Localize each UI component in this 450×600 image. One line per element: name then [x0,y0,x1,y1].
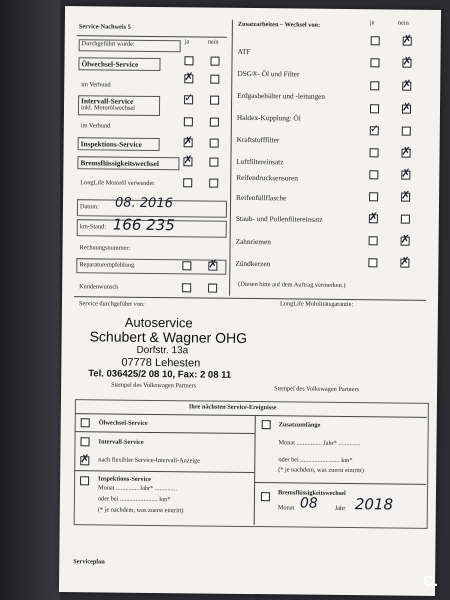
intervall-verbund-ja-checkbox[interactable] [184,117,193,126]
datum-value: 08. 2016 [114,195,173,212]
row-intervall: Intervall-Service [81,96,134,106]
atf-ja-checkbox[interactable] [371,36,380,45]
atf-nein-checkbox[interactable] [403,37,412,46]
row-oel-verbund: im Verbund [81,81,111,89]
km-value: 166 235 [112,215,175,235]
oel-nein-checkbox[interactable] [210,57,219,66]
right-note: (Diesen bitte auf dem Auftrag vermerken.) [238,280,346,289]
reifendruck-ja-checkbox[interactable] [369,170,378,179]
left-header-ja: ja [184,38,190,46]
left-header-label: Durchgeführt wurde: [81,40,135,48]
staubfilter-nein-checkbox[interactable] [401,215,410,224]
reifendruck-nein-checkbox[interactable] [401,171,410,180]
next-zusatz-km: oder bei ......................... km* [278,456,353,465]
stempel-left: Stempel des Volkswagen Partners [111,381,197,390]
kraftstofffilter-ja-checkbox[interactable] [370,126,379,135]
haldex-ja-checkbox[interactable] [370,104,379,113]
next-intervall-label: Intervall-Service [98,438,144,446]
next-brems-monat-value: 08 [299,495,318,512]
next-intervall-checkbox[interactable] [80,437,89,446]
inspektion-nein-checkbox[interactable] [210,139,219,148]
right-header-label: Zusatzarbeiten – Wechsel von: [237,20,321,29]
zahnriemen-ja-checkbox[interactable] [369,236,378,245]
next-flexibel-label: nach flexibler Service-Intervall-Anzeige [98,456,201,465]
reparatur-nein-checkbox[interactable] [208,262,217,271]
kundenwunsch-nein-checkbox[interactable] [208,284,217,293]
next-oel-checkbox[interactable] [81,418,90,427]
row-dsg: DSG®- Öl und Filter [237,68,300,79]
row-intervall-sub: inkl. Motorölwechsel [80,104,135,112]
next-zusatz-je: (* je nachdem, was zuerst eintritt) [278,466,364,475]
datum-label: Datum: [79,203,99,211]
zuendkerzen-nein-checkbox[interactable] [400,259,409,268]
kundenwunsch-ja-checkbox[interactable] [182,283,191,292]
divider [77,35,227,38]
dsg-ja-checkbox[interactable] [370,58,379,67]
stamp-line2: Schubert & Wagner OHG [89,328,248,346]
intervall-nein-checkbox[interactable] [210,96,219,105]
next-inspektion-checkbox[interactable] [80,476,89,485]
row-inspektion: Inspektions-Service [80,139,142,149]
service-by-label: Service durchgeführt von: [78,300,145,308]
next-flexibel-checkbox[interactable] [80,456,89,465]
intervall-ja-checkbox[interactable] [184,95,193,104]
erdgas-nein-checkbox[interactable] [402,82,411,91]
next-inspektion-label: Inspektions-Service [98,475,151,483]
row-kraftstofffilter: Kraftstofffilter [236,134,280,145]
reparatur-ja-checkbox[interactable] [182,261,191,270]
watermark: C. [423,573,438,590]
next-oel-label: Ölwechsel-Service [98,419,148,427]
longlife-label: LongLife Mobilitätsgarantie: [279,300,354,309]
page-title: Service-Nachweis 5 [78,23,131,31]
km-label: km-Stand: [79,223,107,231]
reifenfuell-nein-checkbox[interactable] [401,193,410,202]
row-haldex: Haldex-Kupplung: Öl [236,112,301,123]
column-divider [229,20,233,296]
oel-verbund-nein-checkbox[interactable] [210,75,219,84]
luftfilter-ja-checkbox[interactable] [370,148,379,157]
service-booklet-page [59,6,441,596]
next-service-title: Ihre nächsten Service-Ereignisse [188,403,277,412]
next-inspektion-km: oder bei ........................ km* [97,495,171,504]
next-brems-label: Bremsflüssigkeitswechsel [277,489,346,498]
row-erdgas: Erdgasbehälter und -leitungen [237,90,326,101]
next-brems-jahr-value: 2018 [354,495,394,514]
dsg-nein-checkbox[interactable] [402,59,411,68]
row-staubfilter: Staub- und Pollenfiltereinsatz [235,213,323,224]
row-zahnriemen: Zahnriemen [235,236,271,247]
zahnriemen-nein-checkbox[interactable] [401,237,410,246]
oel-ja-checkbox[interactable] [184,56,193,65]
longlife-nein-checkbox[interactable] [209,179,218,188]
right-header-ja: ja [369,19,375,27]
next-zusatz-label: Zusatzumfänge [278,421,321,429]
longlife-ja-checkbox[interactable] [183,178,192,187]
kundenwunsch-label: Kundenwunsch [79,283,119,291]
stamp-line1: Autoservice [124,314,193,331]
brems-nein-checkbox[interactable] [209,158,218,167]
reifenfuell-ja-checkbox[interactable] [369,192,378,201]
row-reifendrucksensoren: Reifendrucksensoren [236,172,298,183]
staubfilter-ja-checkbox[interactable] [369,214,378,223]
oel-verbund-ja-checkbox[interactable] [184,74,193,83]
rechnung-label: Rechnungsnummer: [79,244,131,252]
intervall-verbund-nein-checkbox[interactable] [210,118,219,127]
next-brems-jahr-label: Jahr [334,504,346,513]
row-intervall-verbund: im Verbund [80,122,111,130]
row-longlife: LongLife Motoröl verwendet [80,179,155,187]
footer-label: Serviceplan [73,558,105,566]
reparatur-label: Reparaturempfehlung [79,261,135,269]
next-zusatz-checkbox[interactable] [262,420,271,429]
haldex-nein-checkbox[interactable] [402,105,411,114]
next-brems-monat-label: Monat [277,504,295,512]
row-brems: Bremsflüssigkeitswechsel [80,158,159,169]
row-oelwechsel: Ölwechsel-Service [81,59,139,69]
inspektion-ja-checkbox[interactable] [184,138,193,147]
stamp-line3: Dorfstr. 13a [136,344,189,357]
next-brems-checkbox[interactable] [261,492,270,501]
background-shadow [0,0,60,600]
stamp-line4: 07778 Lehesten [121,356,201,370]
kraftstofffilter-nein-checkbox[interactable] [402,127,411,136]
stempel-right: Stempel des Volkswagen Partners [274,385,360,394]
erdgas-ja-checkbox[interactable] [370,81,379,90]
row-atf: ATF [237,46,251,56]
next-inspektion-je: (* je nachdem, was zuerst eintritt) [97,506,184,515]
luftfilter-nein-checkbox[interactable] [402,149,411,158]
next-inspektion-monat: Monat .............. Jahr* .............. [97,484,177,493]
zuendkerzen-ja-checkbox[interactable] [368,258,377,267]
brems-ja-checkbox[interactable] [183,157,192,166]
left-header-nein: nein [207,38,219,46]
right-header-nein: nein [397,19,409,27]
row-luftfilter: Luftfiltereinsatz [236,156,284,167]
row-zuendkerzen: Zündkerzen [235,258,271,269]
row-reifenfuellflasche: Reifenfüllflasche [236,192,287,203]
next-zusatz-monat: Monat ................ Jahr* .............. [278,439,361,448]
stamp-line5: Tel. 036425/2 08 10, Fax: 2 08 11 [88,368,232,381]
